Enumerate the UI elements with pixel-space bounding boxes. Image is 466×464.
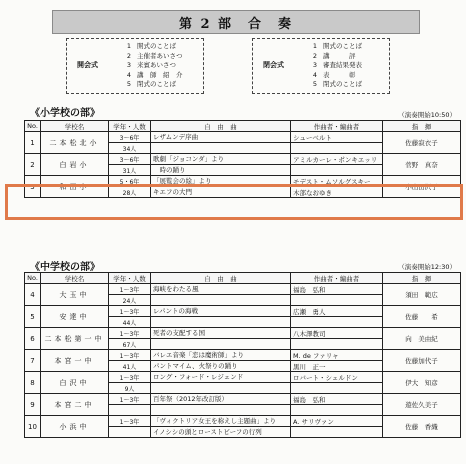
col-school: 学校名 [41, 273, 109, 284]
elementary-table [24, 120, 461, 198]
school-name: 白岩小 [41, 154, 109, 176]
entry-number: 3 [25, 176, 41, 198]
col-conductor: 指 揮 [383, 121, 461, 132]
arranger-name [291, 317, 383, 328]
composer-name: 広瀬 勇人 [291, 306, 383, 317]
conductor-name: 伊大 知彦 [383, 372, 461, 394]
grade-range: 1～3年 [109, 328, 151, 339]
member-count: 31人 [109, 165, 151, 176]
table-row [25, 306, 461, 317]
ceremony-item-number: 5 [126, 80, 131, 89]
ceremony-item [305, 71, 362, 81]
ceremony-item-number: 3 [126, 61, 131, 70]
ceremony-item [119, 71, 183, 81]
ceremony-item-label: 講 師 紹 介 [137, 70, 183, 79]
ceremony-name: 開会式 [77, 61, 98, 69]
conductor-name: 須田 範広 [383, 284, 461, 306]
piece-subtitle [151, 383, 291, 394]
ceremony-item-number: 2 [312, 51, 317, 60]
table-row [25, 284, 461, 295]
entry-number: 1 [25, 132, 41, 154]
grade-range: 1～3年 [109, 350, 151, 361]
piece-title: レザムンデ序曲 [151, 132, 291, 143]
piece-title: 海峡をわたる風 [151, 284, 291, 295]
col-composer: 作曲者・編曲者 [291, 121, 383, 132]
ceremony-item [305, 80, 362, 90]
col-school: 学校名 [41, 121, 109, 132]
ceremony-item-number: 4 [312, 70, 317, 79]
conductor-name: 菅野 真奈 [383, 154, 461, 176]
entry-number: 10 [25, 416, 41, 438]
table-row [25, 394, 461, 405]
conductor-name: 佐藤 香織 [383, 416, 461, 438]
school-name: 本宮二中 [41, 394, 109, 416]
middle-start-time: （演奏開始12:30） [398, 263, 456, 271]
piece-subtitle [151, 405, 291, 416]
piece-subtitle: イノシシの頭とローストビーフの行列 [151, 427, 291, 438]
program-banner [52, 10, 420, 34]
entry-number: 2 [25, 154, 41, 176]
table-row [25, 328, 461, 339]
member-count: 9人 [109, 383, 151, 394]
composer-name: シューベルト [291, 132, 383, 143]
ceremony-item [119, 52, 183, 62]
piece-title: 「ヴィクトリア女王を称えし主題曲」より [151, 416, 291, 427]
table-row [25, 350, 461, 361]
member-count: 41人 [109, 361, 151, 372]
col-composer: 作曲者・編曲者 [291, 273, 383, 284]
ceremony-name: 閉会式 [263, 61, 284, 69]
opening-ceremony-box [66, 38, 204, 94]
piece-subtitle: 時の踊り [151, 165, 291, 176]
piece-title: バレエ音楽「恋は魔術師」より [151, 350, 291, 361]
ceremony-item-label: 開式のことば [137, 42, 176, 50]
entry-number: 5 [25, 306, 41, 328]
table-row [25, 416, 461, 427]
table-header-row [25, 121, 461, 132]
ceremony-item-label: 主催者あいさつ [137, 51, 183, 60]
arranger-name [291, 383, 383, 394]
col-conductor: 指 揮 [383, 273, 461, 284]
arranger-name: 木部なおゆき [291, 187, 383, 198]
col-grade: 学年・人数 [109, 121, 151, 132]
piece-subtitle [151, 317, 291, 328]
ceremony-item-label: 来賓あいさつ [137, 61, 176, 70]
conductor-name: 佐藤 希 [383, 306, 461, 328]
arranger-name [291, 405, 383, 416]
school-name: 二本松第一中 [41, 328, 109, 350]
piece-subtitle: キエフの大門 [151, 187, 291, 198]
ceremony-item-label: 開式のことば [323, 42, 362, 50]
ceremony-item-number: 1 [312, 42, 317, 50]
piece-subtitle: パントマイム、火祭りの踊り [151, 361, 291, 372]
composer-name: 八木澤教司 [291, 328, 383, 339]
grade-range: 1～3年 [109, 284, 151, 295]
ceremony-item-label: 審査結果発表 [323, 61, 362, 70]
conductor-name: 佐藤寂衣子 [383, 132, 461, 154]
conductor-name: 佐藤加代子 [383, 350, 461, 372]
entry-number: 8 [25, 372, 41, 394]
composer-name: アミルカーレ・ポンキエッリ [291, 154, 383, 165]
composer-name: 福島 弘和 [291, 394, 383, 405]
arranger-name: 黒川 正一 [291, 361, 383, 372]
ceremony-item-label: 講 評 [323, 51, 356, 60]
composer-name: M. de ファリャ [291, 350, 383, 361]
middle-table [24, 272, 461, 438]
arranger-name [291, 143, 383, 154]
arranger-name [291, 427, 383, 438]
piece-title: 歌劇「ジョコンダ」より [151, 154, 291, 165]
table-row [25, 154, 461, 165]
school-name: 白沢中 [41, 372, 109, 394]
school-name: 本宮一中 [41, 350, 109, 372]
table-row [25, 372, 461, 383]
ceremony-item [305, 42, 362, 52]
conductor-name: 向 美由紀 [383, 328, 461, 350]
ceremony-item-list [305, 42, 362, 90]
col-pieces: 自 由 曲 [151, 121, 291, 132]
composer-name: モデスト・ムソルグスキー [291, 176, 383, 187]
ceremony-item-number: 1 [126, 42, 131, 50]
middle-section-title: 《中学校の部》 [30, 262, 100, 273]
conductor-name: 小山田沢子 [383, 176, 461, 198]
school-name: 小浜中 [41, 416, 109, 438]
ceremony-item-number: 2 [126, 51, 131, 60]
col-no: No. [25, 121, 41, 132]
piece-subtitle [151, 339, 291, 350]
closing-ceremony-box [252, 38, 390, 94]
ceremony-item-label: 表 彰 [323, 70, 356, 79]
school-name: 二本松北小 [41, 132, 109, 154]
entry-number: 6 [25, 328, 41, 350]
piece-subtitle [151, 143, 291, 154]
piece-title: 死者の支配する国 [151, 328, 291, 339]
member-count: 24人 [109, 295, 151, 306]
elementary-section-title: 《小学校の部》 [30, 108, 100, 119]
entry-number: 7 [25, 350, 41, 372]
ceremony-item [305, 61, 362, 71]
piece-subtitle [151, 295, 291, 306]
member-count [109, 427, 151, 438]
composer-name: ロバート・シェルドン [291, 372, 383, 383]
ceremony-item-list [119, 42, 183, 90]
arranger-name [291, 295, 383, 306]
ceremony-item-label: 閉式のことば [137, 80, 176, 89]
entry-number: 4 [25, 284, 41, 306]
program-title: 第 2 部 合 奏 [178, 16, 294, 32]
ceremony-item [119, 80, 183, 90]
grade-range: 1～3年 [109, 306, 151, 317]
school-name: 大玉中 [41, 284, 109, 306]
ceremony-item-label: 閉式のことば [323, 80, 362, 89]
conductor-name: 遊佐久美子 [383, 394, 461, 416]
piece-title: 「展覧会の絵」より [151, 176, 291, 187]
ceremony-item-number: 4 [126, 70, 131, 79]
composer-name: A. サリヴァン [291, 416, 383, 427]
ceremony-item [119, 42, 183, 52]
col-grade: 学年・人数 [109, 273, 151, 284]
school-name: 安達中 [41, 306, 109, 328]
ceremony-item-number: 5 [312, 80, 317, 89]
member-count [109, 405, 151, 416]
table-row [25, 132, 461, 143]
composer-name: 福島 弘和 [291, 284, 383, 295]
arranger-name [291, 165, 383, 176]
piece-title: 百年祭（2012年改訂版） [151, 394, 291, 405]
grade-range: 5・6年 [109, 176, 151, 187]
col-no: No. [25, 273, 41, 284]
entry-number: 9 [25, 394, 41, 416]
piece-title: レパントの海戦 [151, 306, 291, 317]
member-count: 67人 [109, 339, 151, 350]
grade-range: 1～3年 [109, 372, 151, 383]
grade-range: 1～3年 [109, 394, 151, 405]
school-name: 和田小 [41, 176, 109, 198]
member-count: 28人 [109, 187, 151, 198]
table-header-row [25, 273, 461, 284]
piece-title: ロング・フォード・レジェンド [151, 372, 291, 383]
grade-range: 3～6年 [109, 132, 151, 143]
table-row [25, 176, 461, 187]
grade-range: 1～3年 [109, 416, 151, 427]
ceremony-item [119, 61, 183, 71]
arranger-name [291, 339, 383, 350]
ceremony-item-number: 3 [312, 61, 317, 70]
member-count: 34人 [109, 143, 151, 154]
ceremony-item [305, 52, 362, 62]
member-count: 44人 [109, 317, 151, 328]
col-pieces: 自 由 曲 [151, 273, 291, 284]
grade-range: 3～6年 [109, 154, 151, 165]
elementary-start-time: （演奏開始10:50） [398, 111, 456, 119]
